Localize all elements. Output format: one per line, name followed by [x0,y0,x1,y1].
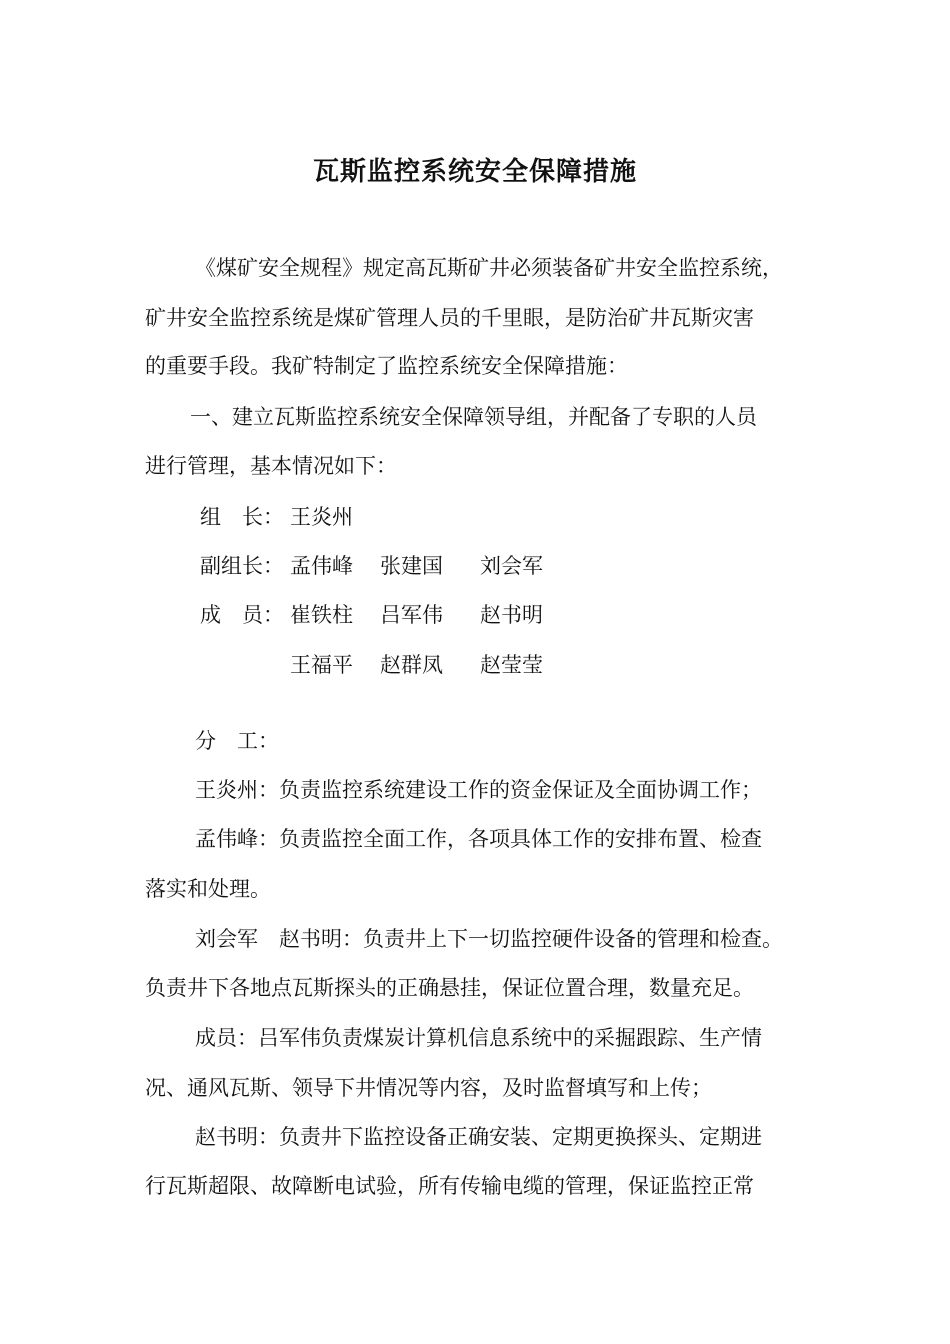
deputy-name-3: 刘会军 [480,554,543,578]
division-p3-line-1: 刘会军 赵书明：负责井上下一切监控硬件设备的管理和检查。 [195,927,783,951]
division-p4-line-1: 成员：吕军伟负责煤炭计算机信息系统中的采掘跟踪、生产情 [195,1026,762,1050]
division-p2-line-2: 落实和处理。 [145,877,271,901]
division-p2-line-1: 孟伟峰：负责监控全面工作，各项具体工作的安排布置、检查 [195,827,762,851]
member-name-1: 崔铁柱 [290,603,353,627]
leader-name: 王炎州 [290,505,353,529]
division-p3-line-2: 负责井下各地点瓦斯探头的正确悬挂，保证位置合理，数量充足。 [145,976,754,1000]
intro-line-3: 的重要手段。我矿特制定了监控系统安全保障措施： [145,354,628,378]
division-p4-line-2: 况、通风瓦斯、领导下井情况等内容，及时监督填写和上传； [145,1076,712,1100]
member-name-5: 赵群凤 [380,653,443,677]
leader-label: 组 长： [200,505,284,529]
section1-line-1: 一、建立瓦斯监控系统安全保障领导组，并配备了专职的人员 [190,405,757,429]
deputy-label: 副组长： [200,554,284,578]
member-name-6: 赵莹莹 [480,653,543,677]
intro-line-2: 矿井安全监控系统是煤矿管理人员的千里眼，是防治矿井瓦斯灾害 [145,306,754,330]
division-heading: 分 工： [195,729,279,753]
deputy-name-1: 孟伟峰 [290,554,353,578]
member-name-2: 吕军伟 [380,603,443,627]
intro-line-1: 《煤矿安全规程》规定高瓦斯矿井必须装备矿井安全监控系统， [195,256,783,280]
member-name-3: 赵书明 [480,603,543,627]
member-label: 成 员： [200,603,284,627]
deputy-name-2: 张建国 [380,554,443,578]
section1-line-2: 进行管理，基本情况如下： [145,454,397,478]
member-name-4: 王福平 [290,653,353,677]
division-p5-line-2: 行瓦斯超限、故障断电试验，所有传输电缆的管理，保证监控正常 [145,1174,754,1198]
division-p1: 王炎州：负责监控系统建设工作的资金保证及全面协调工作； [195,778,762,802]
document-title: 瓦斯监控系统安全保障措施 [312,157,637,187]
division-p5-line-1: 赵书明：负责井下监控设备正确安装、定期更换探头、定期进 [195,1125,762,1149]
